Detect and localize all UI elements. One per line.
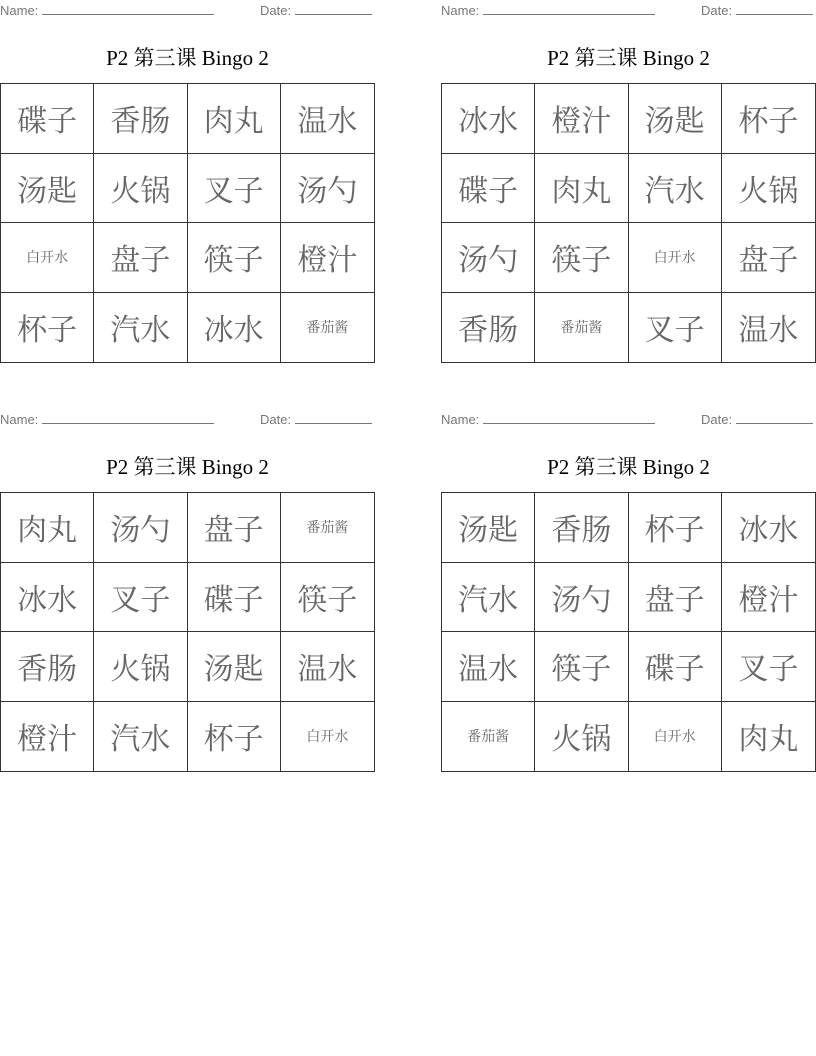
bingo-cell[interactable]: 杯子 xyxy=(1,293,94,363)
date-field xyxy=(260,411,372,427)
bingo-cell[interactable]: 叉子 xyxy=(188,154,281,224)
name-label: Name: xyxy=(441,412,480,427)
card-title: P2 第三课 Bingo 2 xyxy=(106,46,269,70)
name-field xyxy=(0,2,214,18)
bingo-cell[interactable]: 番茄酱 xyxy=(535,293,628,363)
name-blank-line[interactable] xyxy=(42,2,214,15)
bingo-cell[interactable]: 火锅 xyxy=(535,702,628,772)
bingo-cell[interactable]: 温水 xyxy=(281,84,374,154)
bingo-cell[interactable]: 温水 xyxy=(281,632,374,702)
bingo-cell[interactable]: 冰水 xyxy=(442,84,535,154)
bingo-cell[interactable]: 白开水 xyxy=(629,702,722,772)
name-field xyxy=(441,2,655,18)
bingo-cell[interactable]: 碟子 xyxy=(1,84,94,154)
bingo-cell[interactable]: 筷子 xyxy=(281,563,374,633)
card-title: P2 第三课 Bingo 2 xyxy=(547,46,710,70)
bingo-cell[interactable]: 汽水 xyxy=(94,702,187,772)
name-blank-line[interactable] xyxy=(483,411,655,424)
bingo-cell[interactable]: 筷子 xyxy=(535,632,628,702)
bingo-cell[interactable]: 香肠 xyxy=(94,84,187,154)
bingo-cell[interactable]: 汽水 xyxy=(442,563,535,633)
name-field xyxy=(441,411,655,427)
bingo-cell[interactable]: 汤勺 xyxy=(442,223,535,293)
bingo-card xyxy=(0,409,375,777)
bingo-cell[interactable]: 汤匙 xyxy=(188,632,281,702)
name-field xyxy=(0,411,214,427)
bingo-grid xyxy=(441,83,816,363)
bingo-cell[interactable]: 橙汁 xyxy=(722,563,815,633)
bingo-grid xyxy=(0,83,375,363)
date-label: Date: xyxy=(701,3,733,18)
bingo-cell[interactable]: 汤勺 xyxy=(94,493,187,563)
bingo-cell[interactable]: 番茄酱 xyxy=(442,702,535,772)
bingo-cell[interactable]: 肉丸 xyxy=(188,84,281,154)
bingo-cell[interactable]: 汤匙 xyxy=(442,493,535,563)
bingo-card xyxy=(441,409,816,777)
bingo-cell[interactable]: 筷子 xyxy=(535,223,628,293)
bingo-cell[interactable]: 白开水 xyxy=(629,223,722,293)
bingo-cell[interactable]: 冰水 xyxy=(722,493,815,563)
card-title: P2 第三课 Bingo 2 xyxy=(547,455,710,479)
bingo-cell[interactable]: 汤勺 xyxy=(281,154,374,224)
bingo-card xyxy=(0,0,375,368)
bingo-cell[interactable]: 白开水 xyxy=(1,223,94,293)
date-label: Date: xyxy=(260,412,292,427)
bingo-cell[interactable]: 杯子 xyxy=(188,702,281,772)
bingo-cell[interactable]: 冰水 xyxy=(1,563,94,633)
bingo-cell[interactable]: 温水 xyxy=(442,632,535,702)
bingo-cell[interactable]: 杯子 xyxy=(629,493,722,563)
date-blank-line[interactable] xyxy=(736,2,813,15)
bingo-cell[interactable]: 香肠 xyxy=(535,493,628,563)
name-label: Name: xyxy=(441,3,480,18)
bingo-cell[interactable]: 香肠 xyxy=(1,632,94,702)
bingo-cell[interactable]: 汤勺 xyxy=(535,563,628,633)
bingo-cell[interactable]: 汤匙 xyxy=(629,84,722,154)
name-label: Name: xyxy=(0,412,39,427)
date-field xyxy=(260,2,372,18)
bingo-cell[interactable]: 火锅 xyxy=(94,154,187,224)
date-blank-line[interactable] xyxy=(736,411,813,424)
bingo-cell[interactable]: 叉子 xyxy=(94,563,187,633)
bingo-cell[interactable]: 白开水 xyxy=(306,729,349,746)
bingo-cell[interactable]: 火锅 xyxy=(722,154,815,224)
bingo-cell[interactable]: 冰水 xyxy=(188,293,281,363)
bingo-cell[interactable]: 番茄酱 xyxy=(306,320,349,337)
bingo-cell[interactable]: 橙汁 xyxy=(535,84,628,154)
bingo-cell[interactable]: 碟子 xyxy=(188,563,281,633)
bingo-cell[interactable]: 橙汁 xyxy=(281,223,374,293)
bingo-cell[interactable]: 肉丸 xyxy=(738,722,799,758)
bingo-cell[interactable]: 汽水 xyxy=(629,154,722,224)
bingo-grid xyxy=(0,492,375,772)
date-label: Date: xyxy=(701,412,733,427)
bingo-card xyxy=(441,0,816,368)
bingo-cell[interactable]: 盘子 xyxy=(94,223,187,293)
bingo-cell[interactable]: 肉丸 xyxy=(1,493,94,563)
bingo-cell[interactable]: 盘子 xyxy=(629,563,722,633)
date-field xyxy=(701,2,813,18)
bingo-cell[interactable]: 碟子 xyxy=(629,632,722,702)
bingo-cell[interactable]: 盘子 xyxy=(188,493,281,563)
bingo-cell[interactable]: 筷子 xyxy=(188,223,281,293)
bingo-cell[interactable]: 叉子 xyxy=(629,293,722,363)
bingo-grid xyxy=(441,492,816,772)
bingo-cell[interactable]: 汤匙 xyxy=(1,154,94,224)
bingo-cell[interactable]: 温水 xyxy=(738,313,799,349)
date-blank-line[interactable] xyxy=(295,411,372,424)
bingo-cell[interactable]: 盘子 xyxy=(722,223,815,293)
date-field xyxy=(701,411,813,427)
name-blank-line[interactable] xyxy=(483,2,655,15)
name-label: Name: xyxy=(0,3,39,18)
bingo-cell[interactable]: 番茄酱 xyxy=(281,493,374,563)
bingo-cell[interactable]: 火锅 xyxy=(94,632,187,702)
bingo-cell[interactable]: 橙汁 xyxy=(1,702,94,772)
bingo-cell[interactable]: 碟子 xyxy=(442,154,535,224)
bingo-cell[interactable]: 叉子 xyxy=(722,632,815,702)
bingo-cell[interactable]: 杯子 xyxy=(722,84,815,154)
date-label: Date: xyxy=(260,3,292,18)
date-blank-line[interactable] xyxy=(295,2,372,15)
bingo-cell[interactable]: 香肠 xyxy=(442,293,535,363)
card-title: P2 第三课 Bingo 2 xyxy=(106,455,269,479)
bingo-cell[interactable]: 汽水 xyxy=(94,293,187,363)
bingo-cell[interactable]: 肉丸 xyxy=(535,154,628,224)
name-blank-line[interactable] xyxy=(42,411,214,424)
